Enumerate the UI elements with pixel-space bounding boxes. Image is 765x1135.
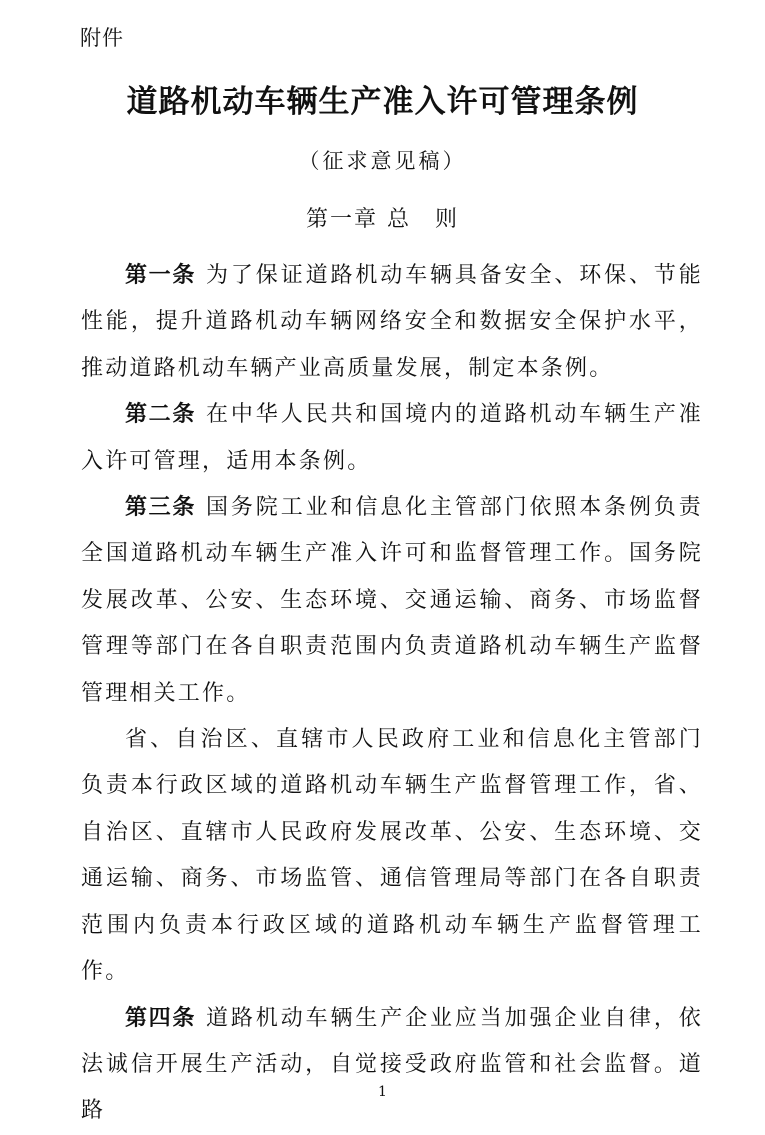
article-1 xyxy=(81,253,703,392)
document-body xyxy=(81,253,703,1135)
article-label: 第一条 xyxy=(125,263,197,288)
article-text: 在中华人民共和国境内的道路机动车辆生产准入许可管理，适用本条例。 xyxy=(81,402,703,474)
article-text: 为了保证道路机动车辆具备安全、环保、节能性能，提升道路机动车辆网络安全和数据安全保护水平，推动道路机动车辆产业高质量发展，制定本条例。 xyxy=(81,263,703,381)
document-subtitle: （征求意见稿） xyxy=(298,149,467,173)
article-text: 国务院工业和信息化主管部门依照本条例负责全国道路机动车辆生产准入许可和监督管理工作。国务院发展改革、公安、生态环境、交通运输、商务、市场监督管理等部门在各自职责范围内负责道路机动车辆生产监督管理相关工作。 xyxy=(81,495,703,706)
paragraph-text: 省、自治区、直辖市人民政府工业和信息化主管部门负责本行政区域的道路机动车辆生产监督管理工作，省、自治区、直辖市人民政府发展改革、公安、生态环境、交通运输、商务、市场监管、通信管理局等部门在各自职责范围内负责本行政区域的道路机动车辆生产监督管理工作。 xyxy=(81,727,703,985)
attachment-label: 附件 xyxy=(80,26,124,50)
article-2 xyxy=(81,392,703,485)
article-3 xyxy=(81,485,703,717)
page-number: 1 xyxy=(378,1084,387,1100)
article-3-paragraph-2 xyxy=(81,717,703,995)
article-label: 第二条 xyxy=(125,402,197,428)
article-label: 第四条 xyxy=(125,1005,197,1031)
chapter-heading: 第一章 总 则 xyxy=(306,207,459,232)
article-label: 第三条 xyxy=(125,495,197,521)
document-title: 道路机动车辆生产准入许可管理条例 xyxy=(126,84,639,120)
article-text: 道路机动车辆生产企业应当加强企业自律，依法诚信开展生产活动，自觉接受政府监管和社会监督。道路 xyxy=(81,1005,703,1124)
